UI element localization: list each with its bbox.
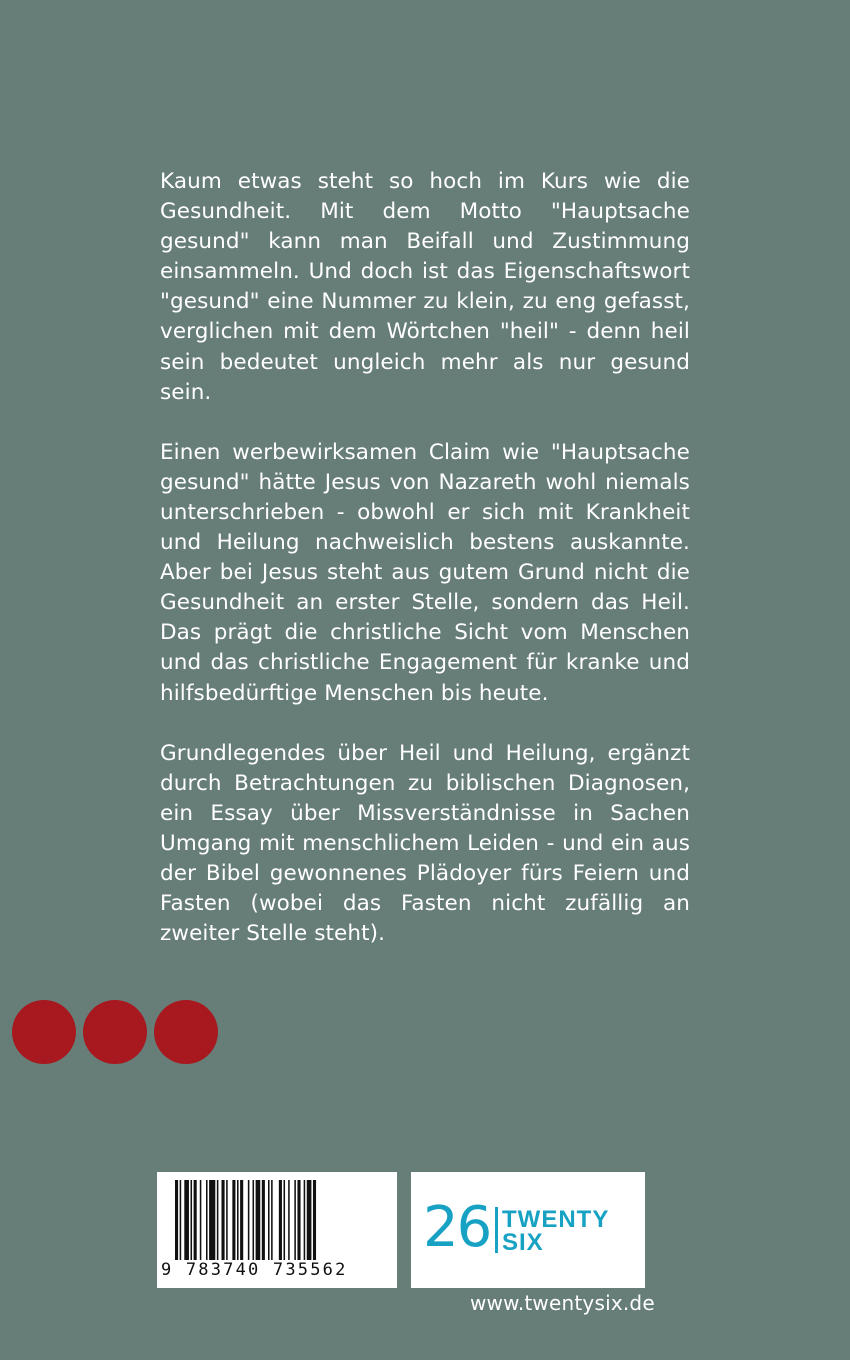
- barcode-bar: [180, 1180, 182, 1260]
- blurb-paragraph-2: Einen werbewirksamen Claim wie "Hauptsache gesund" hätte Jesus von Nazareth wohl niemals unterschrieben - obwohl er sich mit Krankheit und Heilung nachweislich bestens auskannte. Aber bei Jesus steht aus gutem Grund nicht die Gesundheit an erster Stelle, sondern das Heil. Das prägt die christliche Sicht vom Menschen und das christliche Engagement für kranke und hilfsbedürftige Menschen bis heute.: [160, 439, 690, 706]
- barcode-bar: [256, 1180, 261, 1260]
- barcode-bar: [222, 1180, 225, 1260]
- barcode-bar: [307, 1180, 312, 1260]
- barcode-bar: [200, 1180, 202, 1260]
- barcode-bar: [271, 1180, 273, 1260]
- barcode-bar: [248, 1180, 250, 1260]
- barcode-bar: [288, 1180, 290, 1260]
- logo-word-twenty: TWENTY: [502, 1206, 610, 1233]
- barcode-bar: [268, 1180, 270, 1260]
- back-cover-blurb: [160, 167, 690, 979]
- barcode-bar: [232, 1180, 235, 1260]
- barcode-bar: [191, 1180, 193, 1260]
- barcode-bar: [184, 1180, 189, 1260]
- logo-number: 26: [423, 1195, 491, 1260]
- barcode-bar: [226, 1180, 228, 1260]
- logo-word-six: SIX: [502, 1229, 544, 1256]
- barcode-bar: [294, 1180, 296, 1260]
- barcode-bar: [253, 1180, 255, 1260]
- isbn-barcode: [157, 1172, 397, 1288]
- isbn-number: 9 783740 735562: [161, 1260, 348, 1280]
- barcode-bar: [194, 1180, 197, 1260]
- barcode-bar: [304, 1180, 306, 1260]
- decorative-red-dot: [154, 1000, 218, 1064]
- barcode-bar: [206, 1180, 208, 1260]
- barcode-bar: [240, 1180, 243, 1260]
- barcode-bar: [313, 1180, 316, 1260]
- blurb-paragraph-1: Kaum etwas steht so hoch im Kurs wie die Gesundheit. Mit dem Motto "Hauptsache gesund" kann man Beifall und Zustimmung einsammeln. Und doch ist das Eigenschaftswort "gesund" eine Nummer zu klein, zu eng gefasst, verglichen mit dem Wörtchen "heil" - denn heil sein bedeutet ungleich mehr als nur gesund sein.: [160, 169, 690, 405]
- barcode-bar: [262, 1180, 265, 1260]
- decorative-red-dot: [83, 1000, 147, 1064]
- barcode-bars: [175, 1180, 379, 1262]
- publisher-url: www.twentysix.de: [470, 1291, 655, 1315]
- barcode-bar: [297, 1180, 300, 1260]
- barcode-bar: [175, 1180, 178, 1260]
- barcode-bar: [284, 1180, 286, 1260]
- barcode-bar: [217, 1180, 219, 1260]
- barcode-bar: [237, 1180, 239, 1260]
- publisher-logo: [411, 1172, 645, 1288]
- blurb-paragraph-3: Grundlegendes über Heil und Heilung, ergänzt durch Betrachtungen zu biblischen Diagnosen, ein Essay über Missverständnisse in Sachen Umgang mit menschlichem Leiden - und ein aus der Bibel gewonnenes Plädoyer fürs Feiern und Fasten (wobei das Fasten nicht zufällig an zweiter Stelle steht).: [160, 740, 690, 947]
- decorative-red-dot: [12, 1000, 76, 1064]
- barcode-bar: [279, 1180, 282, 1260]
- logo-divider: [495, 1207, 498, 1253]
- barcode-bar: [209, 1180, 215, 1260]
